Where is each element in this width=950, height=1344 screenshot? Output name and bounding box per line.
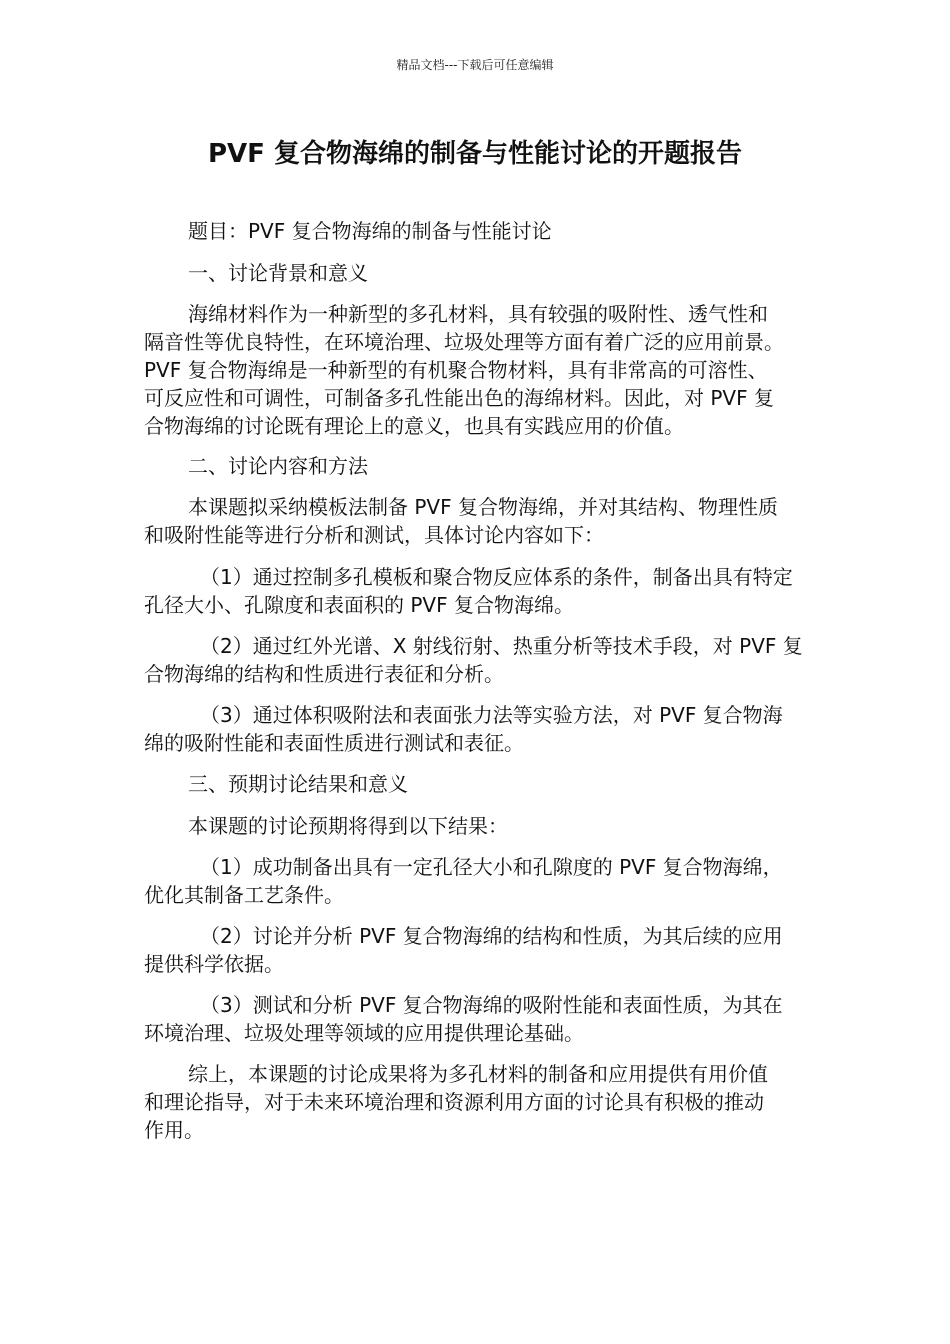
- section-2-heading: 二、讨论内容和方法: [188, 454, 368, 478]
- section-2-intro: 本课题拟采纳模板法制备 PVF 复合物海绵，并对其结构、物理性质 和吸附性能等进行分析和测试，具体讨论内容如下：: [144, 495, 778, 547]
- section-2-item-1: （1）通过控制多孔模板和聚合物反应体系的条件，制备出具有特定 孔径大小、孔隙度和表面积的 PVF 复合物海绵。: [144, 565, 793, 617]
- section-1-heading: 一、讨论背景和意义: [188, 261, 368, 285]
- section-3-item-2: （2）讨论并分析 PVF 复合物海绵的结构和性质，为其后续的应用 提供科学依据。: [144, 924, 783, 976]
- section-2-item-2: （2）通过红外光谱、X 射线衍射、热重分析等技术手段，对 PVF 复 合物海绵的结构和性质进行表征和分析。: [144, 634, 803, 686]
- section-3-item-3: （3）测试和分析 PVF 复合物海绵的吸附性能和表面性质，为其在 环境治理、垃圾处理等领域的应用提供理论基础。: [144, 993, 783, 1045]
- subject-line: 题目：PVF 复合物海绵的制备与性能讨论: [188, 219, 552, 243]
- section-3-intro: 本课题的讨论预期将得到以下结果：: [188, 814, 508, 838]
- page-header: 精品文档---下载后可任意编辑: [396, 58, 554, 72]
- document-title: PVF 复合物海绵的制备与性能讨论的开题报告: [208, 139, 742, 169]
- section-3-heading: 三、预期讨论结果和意义: [188, 772, 408, 796]
- section-1-paragraph: 海绵材料作为一种新型的多孔材料，具有较强的吸附性、透气性和 隔音性等优良特性，在环境治理、垃圾处理等方面有着广泛的应用前景。 PVF 复合物海绵是一种新型的有机聚合物材料，具有非常高的可溶性、 可反应性和可调性，可制备多孔性能出色的海绵材料。因此，对 PVF 复 合物海绵的讨论既有理论上的意义，也具有实践应用的价值。: [144, 302, 784, 438]
- section-2-item-3: （3）通过体积吸附法和表面张力法等实验方法，对 PVF 复合物海 绵的吸附性能和表面性质进行测试和表征。: [144, 703, 783, 755]
- section-3-item-1: （1）成功制备出具有一定孔径大小和孔隙度的 PVF 复合物海绵， 优化其制备工艺条件。: [144, 855, 783, 907]
- conclusion-paragraph: 综上，本课题的讨论成果将为多孔材料的制备和应用提供有用价值 和理论指导，对于未来环境治理和资源利用方面的讨论具有积极的推动 作用。: [144, 1062, 768, 1142]
